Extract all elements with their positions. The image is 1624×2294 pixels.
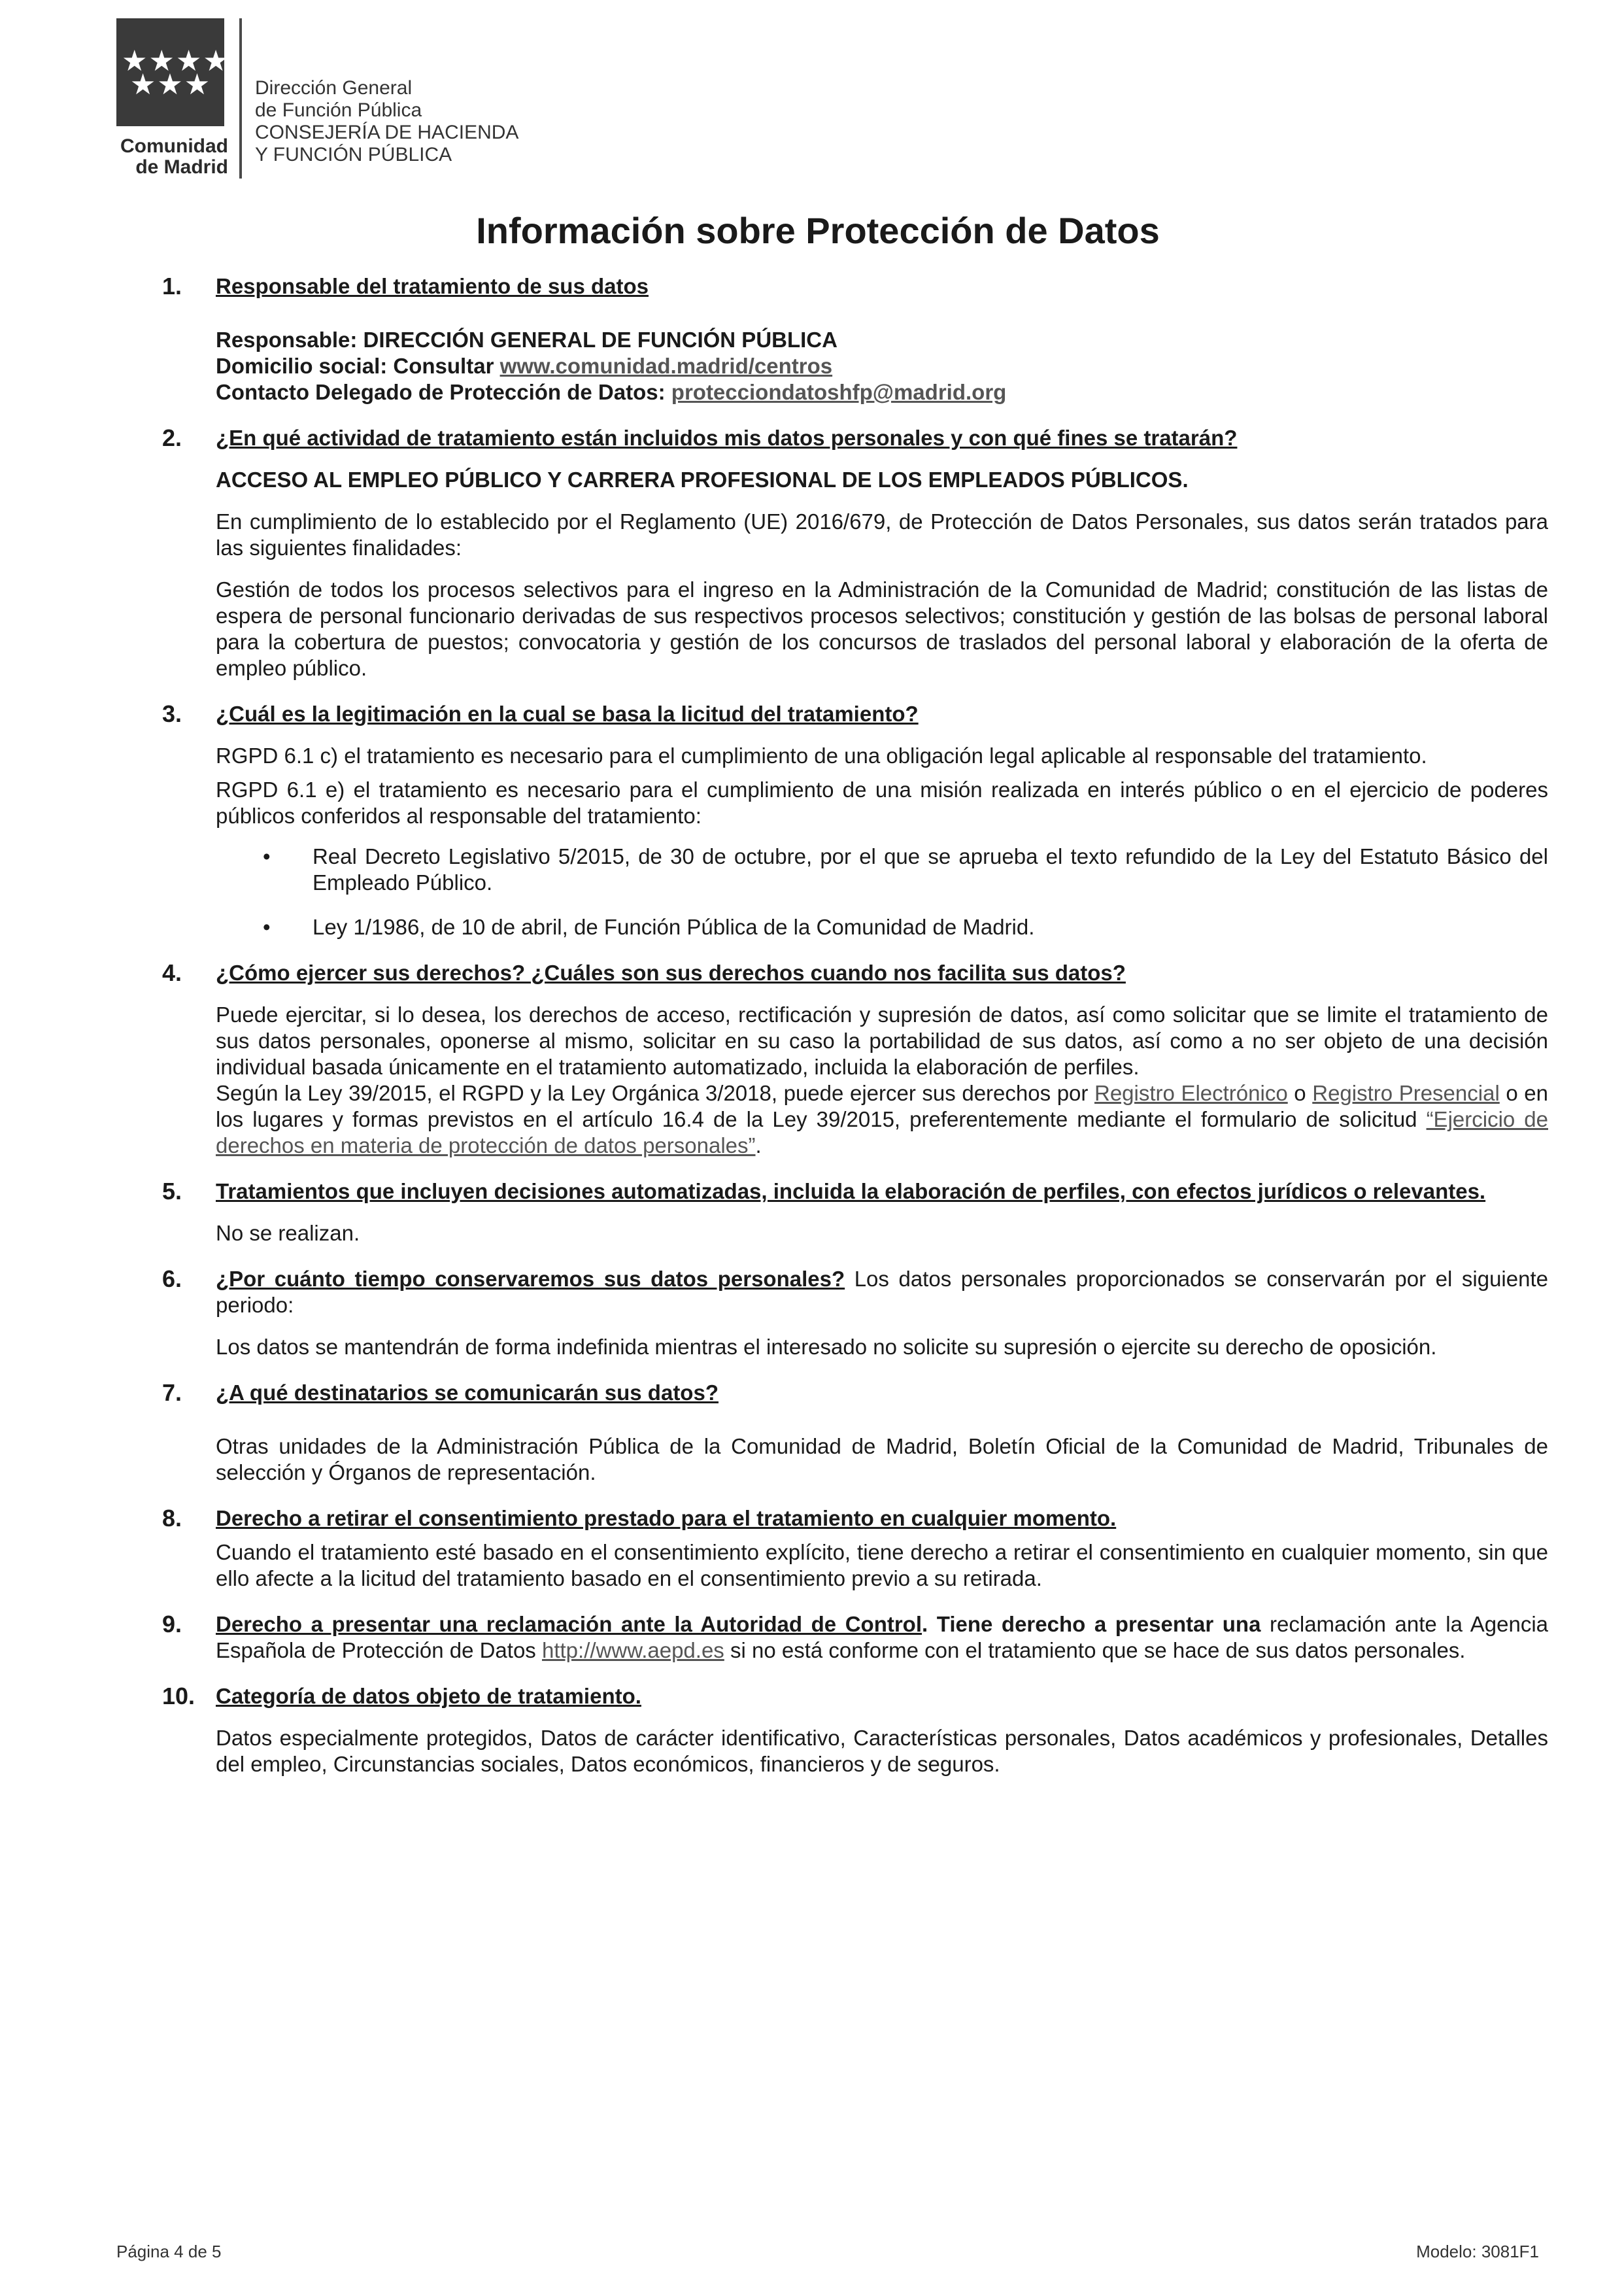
dept-line-4: Y FUNCIÓN PÚBLICA: [255, 144, 452, 165]
section-heading: Tratamientos que incluyen decisiones automatizadas, incluida la elaboración de perfiles, con efectos jurídicos o relevantes.: [216, 1179, 1486, 1203]
section-heading: Derecho a presentar una reclamación ante la Autoridad de Control: [216, 1612, 922, 1636]
section-2: [162, 425, 1548, 681]
org-name: [114, 136, 228, 178]
heading-tail: . Tiene derecho a presentar una: [922, 1612, 1261, 1636]
aepd-link[interactable]: http://www.aepd.es: [541, 1638, 724, 1662]
paragraph: Puede ejercitar, si lo desea, los derechos de acceso, rectificación y supresión de datos, así como solicitar que se limite el tratamiento de sus datos personales, oponerse al mismo, solicitar en su caso la portabilidad de sus datos, así como a no ser objeto de una decisión individual basada únicamente en el tratamiento automatizado, incluida la elaboración de perfiles.: [216, 1002, 1548, 1079]
paragraph: [216, 1080, 1548, 1159]
section-heading: Categoría de datos objeto de tratamiento.: [216, 1684, 641, 1708]
domicilio-line: [216, 353, 1548, 379]
section-heading: ¿Cómo ejercer sus derechos? ¿Cuáles son sus derechos cuando nos facilita sus datos?: [216, 961, 1126, 985]
text-run: o en los lugares y formas previstos en el artículo 16.4 de la Ley 39/2015, preferentemente mediante el formulario de solicitud: [216, 1081, 1549, 1131]
dept-line-2: de Función Pública: [255, 99, 422, 121]
section-5: [162, 1178, 1548, 1246]
section-9: [162, 1611, 1548, 1664]
heading-tail: Los datos personales proporcionados se conservarán por el siguiente periodo:: [216, 1267, 1548, 1317]
header-divider: [239, 18, 242, 179]
section-heading: ¿En qué actividad de tratamiento están incluidos mis datos personales y con qué fines se tratarán?: [216, 426, 1238, 450]
domicilio-link[interactable]: www.comunidad.madrid/centros: [499, 354, 833, 378]
registro-electronico-link[interactable]: Registro Electrónico: [1094, 1081, 1288, 1105]
text-run: si no está conforme con el tratamiento que se hace de sus datos personales.: [724, 1638, 1466, 1662]
org-line-1: Comunidad: [120, 135, 228, 157]
department-name: [255, 77, 518, 166]
contacto-label: Contacto Delegado de Protección de Datos:: [216, 380, 671, 404]
paragraph: RGPD 6.1 c) el tratamiento es necesario para el cumplimiento de una obligación legal aplicable al responsable del tratamiento.: [216, 744, 1427, 768]
comunidad-madrid-logo: [116, 18, 230, 126]
stars-icon: ★★★★ ★★★: [122, 44, 230, 101]
section-heading: ¿Por cuánto tiempo conservaremos sus datos personales?: [216, 1267, 845, 1291]
section-number: 5.: [162, 1178, 182, 1205]
paragraph: No se realizan.: [216, 1221, 360, 1245]
dept-line-3: CONSEJERÍA DE HACIENDA: [255, 122, 519, 143]
registro-presencial-link[interactable]: Registro Presencial: [1312, 1081, 1500, 1105]
section-number: 2.: [162, 424, 182, 451]
model-code: Modelo: 3081F1: [1416, 2242, 1539, 2261]
section-number: 7.: [162, 1379, 182, 1406]
section-heading-line: [216, 1266, 1548, 1318]
contacto-email-link[interactable]: protecciondatoshfp@madrid.org: [671, 380, 1007, 404]
section-4: [162, 960, 1548, 1159]
bullet-icon: •: [263, 915, 271, 939]
paragraph: Gestión de todos los procesos selectivos para el ingreso en la Administración de la Comunidad de Madrid; constitución de las listas de espera de personal funcionario derivadas de sus respectivos procesos selectivos; constitución y gestión de las bolsas de personal laboral para la cobertura de puestos; convocatoria y gestión de los concursos de traslados del personal laboral y elaboración de la oferta de empleo público.: [216, 577, 1548, 680]
document-title: Información sobre Protección de Datos: [476, 210, 1160, 251]
list-item: [216, 844, 1548, 896]
domicilio-label: Domicilio social: Consultar: [216, 354, 500, 378]
list-item: [216, 914, 1548, 940]
paragraph: RGPD 6.1 e) el tratamiento es necesario para el cumplimiento de una misión realizada en interés público o en el ejercicio de poderes públicos conferidos al responsable del tratamiento:: [216, 778, 1548, 828]
section-number: 3.: [162, 700, 182, 727]
dept-line-1: Dirección General: [255, 77, 413, 99]
section-heading: ¿A qué destinatarios se comunicarán sus datos?: [216, 1380, 719, 1405]
text-run: o: [1287, 1081, 1313, 1105]
section-3: [162, 701, 1548, 940]
bullet-icon: •: [263, 844, 271, 868]
section-10: [162, 1683, 1548, 1777]
document-body: [162, 273, 1548, 1797]
form-link[interactable]: “Ejercicio de derechos en materia de protección de datos personales”: [216, 1107, 1548, 1157]
section-heading: Derecho a retirar el consentimiento prestado para el tratamiento en cualquier momento.: [216, 1506, 1117, 1530]
section-heading-line: [216, 1611, 1548, 1664]
section-heading: Responsable del tratamiento de sus datos: [216, 274, 649, 298]
contacto-line: [216, 379, 1548, 405]
section-7: [162, 1380, 1548, 1486]
section-number: 6.: [162, 1265, 182, 1292]
activity-name: ACCESO AL EMPLEO PÚBLICO Y CARRERA PROFESIONAL DE LOS EMPLEADOS PÚBLICOS.: [216, 468, 1189, 492]
section-number: 4.: [162, 959, 182, 986]
section-heading: ¿Cuál es la legitimación en la cual se basa la licitud del tratamiento?: [216, 702, 919, 726]
paragraph: Datos especialmente protegidos, Datos de carácter identificativo, Características personales, Datos académicos y profesionales, Detalles del empleo, Circunstancias sociales, Datos económicos, financieros y de seguros.: [216, 1726, 1548, 1776]
list-item-text: Ley 1/1986, de 10 de abril, de Función Pública de la Comunidad de Madrid.: [313, 915, 1035, 939]
paragraph: En cumplimiento de lo establecido por el Reglamento (UE) 2016/679, de Protección de Datos Personales, sus datos serán tratados para las siguientes finalidades:: [216, 509, 1548, 560]
legal-basis-list: [216, 844, 1548, 940]
section-8: [162, 1505, 1548, 1592]
section-number: 8.: [162, 1505, 182, 1532]
text-run: reclamación ante la Agencia Española de Protección de Datos: [216, 1612, 1548, 1662]
section-number: 1.: [162, 273, 182, 300]
list-item-text: Real Decreto Legislativo 5/2015, de 30 de octubre, por el que se aprueba el texto refundido de la Ley del Estatuto Básico del Empleado Público.: [313, 844, 1548, 895]
paragraph: Cuando el tratamiento esté basado en el consentimiento explícito, tiene derecho a retirar el consentimiento en cualquier momento, sin que ello afecte a la licitud del tratamiento basado en el consentimiento previo a su retirada.: [216, 1540, 1548, 1590]
page-number: Página 4 de 5: [116, 2242, 222, 2261]
text-run: Según la Ley 39/2015, el RGPD y la Ley Orgánica 3/2018, puede ejercer sus derechos por: [216, 1081, 1094, 1105]
section-number: 10.: [162, 1683, 195, 1709]
section-number: 9.: [162, 1611, 182, 1637]
responsable-line: Responsable: DIRECCIÓN GENERAL DE FUNCIÓN PÚBLICA: [216, 328, 837, 352]
org-line-2: de Madrid: [135, 156, 228, 178]
section-6: [162, 1266, 1548, 1360]
paragraph: Otras unidades de la Administración Pública de la Comunidad de Madrid, Boletín Oficial de la Comunidad de Madrid, Tribunales de selección y Órganos de representación.: [216, 1434, 1548, 1484]
text-run: .: [755, 1133, 762, 1157]
section-1: [162, 273, 1548, 405]
paragraph: Los datos se mantendrán de forma indefinida mientras el interesado no solicite su supresión o ejercite su derecho de oposición.: [216, 1335, 1437, 1359]
